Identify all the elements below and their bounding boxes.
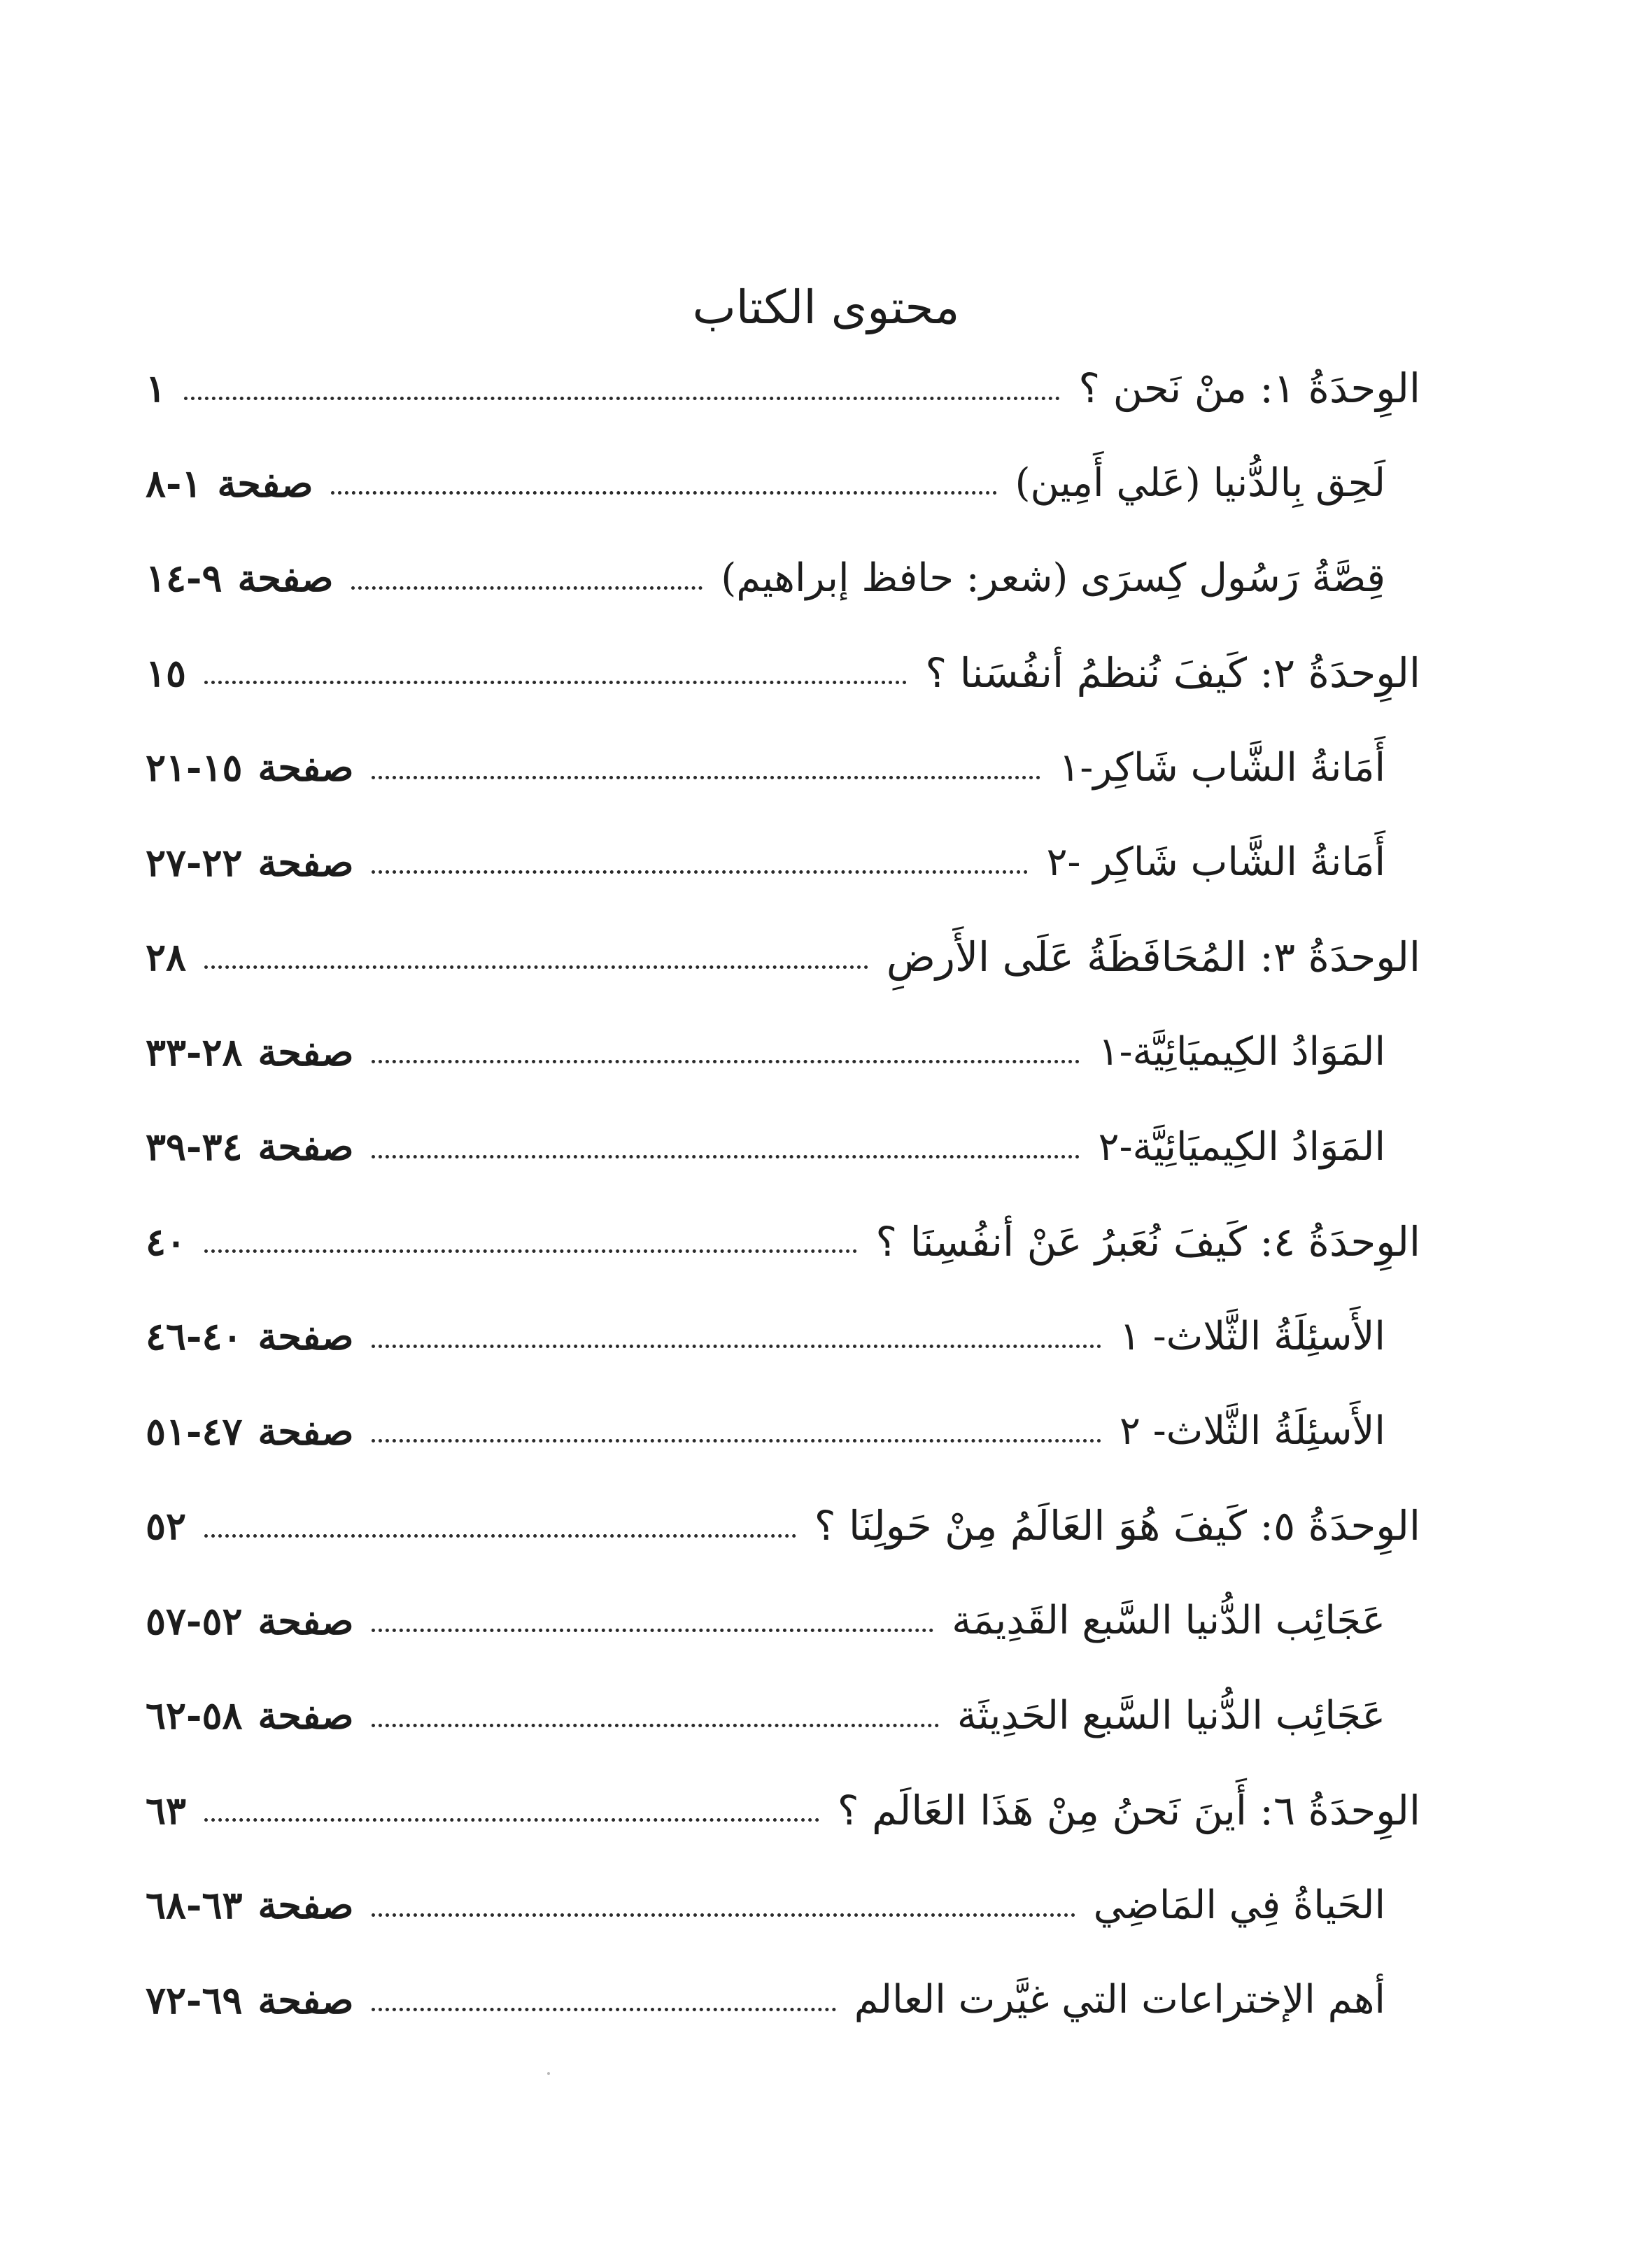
entry-title: قِصَّةُ رَسُول كِسرَى (شعر: حافظ إبراهيم) (721, 555, 1385, 601)
table-of-contents (140, 350, 1420, 2029)
page-word: صفحة (257, 839, 354, 885)
page-word: صفحة (237, 555, 334, 600)
page-number: ٢٨-٣٣ (146, 1029, 243, 1075)
dot-leader (372, 1913, 1075, 1917)
entry-title: الأَسئِلَةُ الثَّلاث- ١ (1119, 1313, 1385, 1359)
page-word: صفحة (257, 1314, 354, 1359)
page-number: ١ (146, 366, 167, 411)
toc-lesson-entry (146, 1582, 1385, 1659)
dot-leader (204, 1534, 796, 1538)
dot-leader (372, 870, 1028, 874)
dot-leader (351, 586, 703, 590)
entry-page-ref (146, 555, 333, 600)
page-number: ٤٠ (146, 1219, 187, 1264)
page-word: صفحة (257, 1029, 354, 1075)
dot-leader (331, 491, 996, 495)
entry-page-ref (146, 1409, 353, 1454)
toc-unit-entry (146, 635, 1420, 711)
page-number: ٥٢-٥٧ (146, 1598, 243, 1643)
toc-lesson-entry (146, 1677, 1385, 1754)
page-number: ٢٨ (146, 935, 187, 979)
entry-title: الوِحدَةُ ٥: كَيفَ هُوَ العَالَمُ مِنْ حَولِنَا ؟ (814, 1502, 1420, 1550)
entry-title: المَوَادُ الكِيميَائِيَّة-٢ (1098, 1124, 1385, 1170)
entry-title: أَمَانةُ الشَّاب شَاكِر-١ (1059, 744, 1385, 791)
toc-lesson-entry (146, 445, 1385, 522)
page-word: صفحة (257, 1883, 354, 1927)
entry-title: عَجَائِب الدُّنيا السَّبع الحَدِيثَة (956, 1692, 1385, 1738)
entry-title: الأَسئِلَةُ الثَّلاث- ٢ (1119, 1408, 1385, 1454)
dot-leader (204, 681, 907, 684)
entry-page-ref (146, 1599, 353, 1643)
page-word: صفحة (257, 1693, 354, 1738)
page-word: صفحة (257, 1977, 354, 2022)
entry-page-ref (146, 1314, 353, 1359)
page-number: ٥٢ (146, 1503, 187, 1548)
entry-title: الوِحدَةُ ٦: أَينَ نَحنُ مِنْ هَذَا العَالَم ؟ (837, 1786, 1420, 1834)
entry-title: أهم الإختراعات التي غيَّرت العالم (854, 1977, 1385, 2022)
toc-lesson-entry (146, 1393, 1385, 1470)
toc-unit-entry (146, 1203, 1420, 1280)
toc-lesson-entry (146, 1014, 1385, 1091)
entry-page-ref (146, 745, 353, 790)
entry-title: أَمَانةُ الشَّاب شَاكِر -٢ (1046, 839, 1385, 885)
page-word: صفحة (257, 745, 354, 790)
page-word: صفحة (257, 1598, 354, 1643)
toc-unit-entry (146, 1487, 1420, 1564)
entry-page-ref (146, 651, 186, 695)
page-number: ٦٩-٧٢ (146, 1977, 243, 2022)
dot-leader (372, 776, 1040, 779)
entry-page-ref (146, 366, 166, 411)
page-number: ٣٤-٣٩ (146, 1124, 243, 1169)
dot-leader (204, 1249, 857, 1253)
entry-page-ref (146, 1693, 353, 1738)
page-word: صفحة (217, 460, 313, 506)
page-number: ٢٢-٢٧ (146, 839, 243, 885)
entry-page-ref (146, 1883, 353, 1927)
entry-title: الوحدَةُ ٣: المُحَافَظَةُ عَلَى الأَرضِ (886, 933, 1420, 981)
dot-leader (372, 2008, 835, 2011)
toc-unit-entry (146, 1772, 1420, 1849)
entry-page-ref (146, 461, 313, 506)
entry-title: الوِحدَةُ ١: منْ نَحن ؟ (1078, 364, 1420, 412)
page-number: ١-٨ (146, 460, 202, 506)
entry-page-ref (146, 1978, 353, 2022)
page-title: محتوى الكتاب (692, 281, 960, 334)
entry-title: الوِحدَةُ ٢: كَيفَ نُنظمُ أنفُسَنا ؟ (925, 648, 1420, 697)
dot-leader (372, 1629, 933, 1632)
entry-page-ref (146, 1219, 186, 1264)
dot-leader (372, 1060, 1080, 1063)
page-word: صفحة (257, 1124, 354, 1169)
dot-leader (184, 397, 1060, 400)
toc-unit-entry (146, 919, 1420, 995)
entry-page-ref (146, 935, 186, 979)
toc-lesson-entry (146, 824, 1385, 901)
entry-page-ref (146, 1124, 353, 1169)
toc-lesson-entry (146, 539, 1385, 616)
entry-title: الحَياةُ فِي المَاضِي (1093, 1882, 1385, 1928)
page-number: ٤٧-٥١ (146, 1408, 243, 1454)
dot-leader (204, 1818, 819, 1822)
entry-page-ref (146, 1503, 186, 1548)
entry-title: الوِحدَةُ ٤: كَيفَ نُعَبرُ عَنْ أنفُسِنَا ؟ (875, 1217, 1420, 1266)
dot-leader (204, 965, 868, 969)
dot-leader (372, 1155, 1080, 1158)
entry-title: عَجَائِب الدُّنيا السَّبع القَدِيمَة (952, 1598, 1385, 1643)
page-number: ١٥ (146, 650, 187, 695)
page-number: ٤٠-٤٦ (146, 1314, 243, 1359)
toc-lesson-entry (146, 1298, 1385, 1375)
toc-lesson-entry (146, 1962, 1385, 2039)
entry-title: لَحِق بِالدُّنيا (عَلي أَمِين) (1015, 460, 1385, 506)
toc-lesson-entry (146, 729, 1385, 806)
toc-unit-entry (146, 350, 1420, 427)
page-number: ٩-١٤ (146, 555, 223, 600)
page-number: ٦٣ (146, 1787, 187, 1833)
scan-speck (547, 2072, 550, 2075)
page-number: ٥٨-٦٢ (146, 1693, 243, 1738)
dot-leader (372, 1724, 938, 1727)
page-number: ١٥-٢١ (146, 745, 243, 790)
toc-lesson-entry (146, 1866, 1385, 1943)
page-word: صفحة (257, 1408, 354, 1454)
toc-lesson-entry (146, 1108, 1385, 1185)
page-number: ٦٣-٦٨ (146, 1883, 243, 1927)
entry-title: المَوَادُ الكِيميَائِيَّة-١ (1098, 1029, 1385, 1075)
entry-page-ref (146, 1788, 186, 1833)
dot-leader (372, 1439, 1101, 1443)
dot-leader (372, 1345, 1101, 1348)
entry-page-ref (146, 840, 353, 885)
entry-page-ref (146, 1030, 353, 1075)
